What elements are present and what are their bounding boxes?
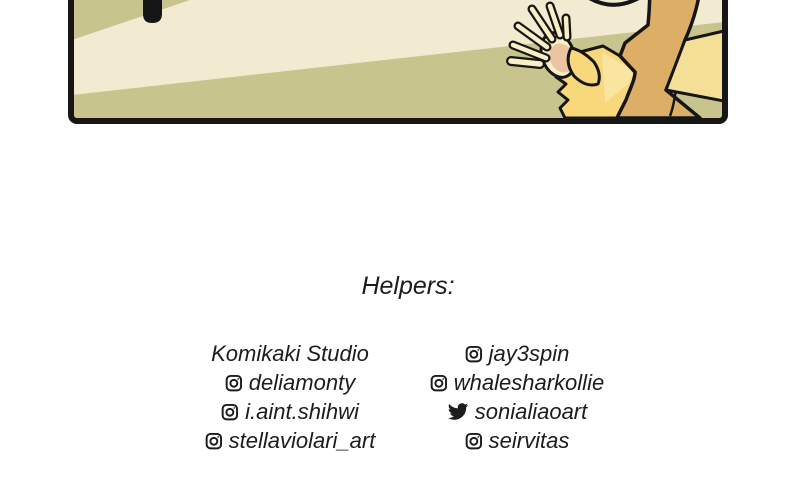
instagram-icon [430, 374, 448, 392]
credits-column-left [177, 339, 403, 455]
ink-stick-shape [143, 0, 162, 23]
olive-band-top-left [74, 0, 296, 42]
instagram-icon [465, 345, 483, 363]
head-arc-line [586, 0, 647, 5]
credit-label: i.aint.shihwi [245, 398, 359, 424]
instagram-icon [225, 374, 243, 392]
credit-label: seirvitas [488, 427, 570, 453]
credit-row [177, 339, 403, 368]
credit-label: sonialiaoart [474, 398, 588, 424]
credit-row [177, 426, 403, 455]
credit-row [404, 426, 630, 455]
credits-column-right [404, 339, 630, 455]
credit-row [177, 397, 403, 426]
instagram-icon [205, 432, 223, 450]
credit-label: whalesharkollie [453, 369, 605, 395]
comic-panel [68, 0, 728, 124]
credit-label: Komikaki Studio [211, 340, 369, 366]
panel-artwork [74, 0, 722, 118]
instagram-icon [221, 403, 239, 421]
credit-label: jay3spin [488, 340, 570, 366]
credit-row [404, 339, 630, 368]
credit-row [404, 368, 630, 397]
credits-heading: Helpers: [361, 272, 455, 300]
credit-label: stellaviolari_art [228, 427, 376, 453]
instagram-icon [465, 432, 483, 450]
credit-row [404, 397, 630, 426]
credit-label: deliamonty [248, 369, 356, 395]
credit-row [177, 368, 403, 397]
twitter-icon [447, 403, 469, 421]
